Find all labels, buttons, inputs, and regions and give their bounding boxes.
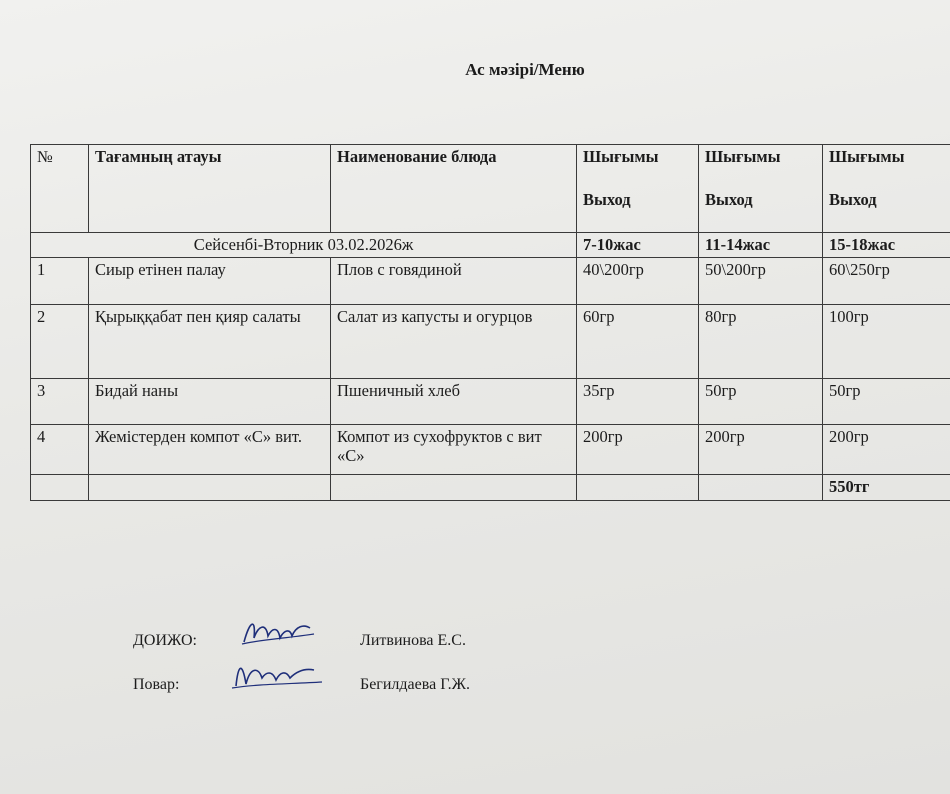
output-value: 100гр <box>823 305 950 379</box>
empty-cell <box>699 475 823 501</box>
header-name-ru: Наименование блюда <box>331 145 577 233</box>
dish-name-kz: Сиыр етінен палау <box>89 258 331 305</box>
header-output-2 <box>699 145 823 233</box>
table-row <box>31 425 950 475</box>
output-value: 60гр <box>577 305 699 379</box>
output-value: 35гр <box>577 379 699 425</box>
header-output-ru: Выход <box>829 190 877 209</box>
output-value: 80гр <box>699 305 823 379</box>
age-group: 7-10жас <box>577 233 699 258</box>
table-row <box>31 258 950 305</box>
day-label: Сейсенбі-Вторник 03.02.2026ж <box>31 233 577 258</box>
signature-scribble-icon <box>228 654 328 694</box>
dish-name-ru: Салат из капусты и огурцов <box>331 305 577 379</box>
menu-table <box>30 144 950 501</box>
signature-name-doizho: Литвинова Е.С. <box>360 632 466 649</box>
output-value: 200гр <box>577 425 699 475</box>
table-row <box>31 305 950 379</box>
empty-cell <box>577 475 699 501</box>
empty-cell <box>331 475 577 501</box>
header-output-ru: Выход <box>583 190 631 209</box>
dish-name-ru: Пшеничный хлеб <box>331 379 577 425</box>
total-price: 550тг <box>823 475 950 501</box>
output-value: 50гр <box>699 379 823 425</box>
empty-cell <box>31 475 89 501</box>
dish-name-kz: Жемістерден компот «С» вит. <box>89 425 331 475</box>
output-value: 200гр <box>699 425 823 475</box>
output-value: 40\200гр <box>577 258 699 305</box>
age-group: 11-14жас <box>699 233 823 258</box>
dish-name-ru: Компот из сухофруктов с вит «С» <box>331 425 577 475</box>
signature-name-cook: Бегилдаева Г.Ж. <box>360 676 470 693</box>
signature-scribble-icon <box>238 612 318 652</box>
header-output-kz: Шығымы <box>583 147 659 166</box>
empty-cell <box>89 475 331 501</box>
header-output-3 <box>823 145 950 233</box>
header-output-ru: Выход <box>705 190 753 209</box>
header-output-kz: Шығымы <box>705 147 781 166</box>
row-number: 1 <box>31 258 89 305</box>
page-title: Ас мәзірі/Меню <box>465 60 585 79</box>
output-value: 200гр <box>823 425 950 475</box>
header-row <box>31 145 950 233</box>
dish-name-ru: Плов с говядиной <box>331 258 577 305</box>
day-row <box>31 233 950 258</box>
signature-role-cook: Повар: <box>133 676 180 693</box>
row-number: 3 <box>31 379 89 425</box>
total-row <box>31 475 950 501</box>
output-value: 50гр <box>823 379 950 425</box>
dish-name-kz: Бидай наны <box>89 379 331 425</box>
output-value: 60\250гр <box>823 258 950 305</box>
row-number: 2 <box>31 305 89 379</box>
dish-name-kz: Қырыққабат пен қияр салаты <box>89 305 331 379</box>
output-value: 50\200гр <box>699 258 823 305</box>
header-number: № <box>31 145 89 233</box>
header-output-1 <box>577 145 699 233</box>
table-row <box>31 379 950 425</box>
age-group: 15-18жас <box>823 233 950 258</box>
header-output-kz: Шығымы <box>829 147 905 166</box>
signature-role-doizho: ДОИЖО: <box>133 632 197 649</box>
header-name-kz: Тағамның атауы <box>89 145 331 233</box>
row-number: 4 <box>31 425 89 475</box>
